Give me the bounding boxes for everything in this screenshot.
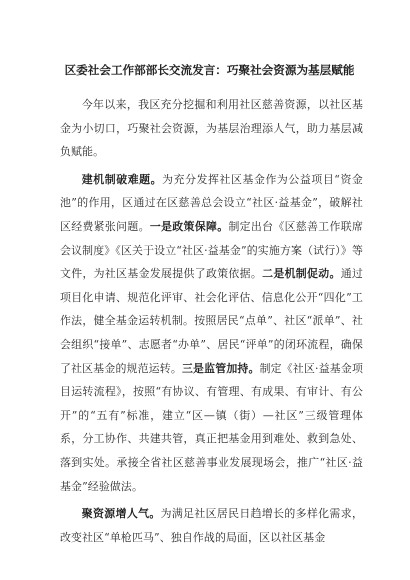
intro-paragraph: 今年以来，我区充分挖掘和利用社区慈善资源，以社区基金为小切口，巧聚社会资源，为基层治理添人气，助力基层减负赋能。	[60, 98, 363, 159]
point-mechanism-drive: 二是机制促动。	[262, 267, 341, 281]
document-title: 区委社会工作部部长交流发言：巧聚社会资源为基层赋能	[64, 63, 355, 77]
section-mechanism-text-3: 通过项目化申请、规范化评审、社会化评估、信息化公开“四化”工作法，健全基金运转机制。按照居民“点单”、社区“派单”、社会组织“接单”、志愿者“办单”、居民“评单”的闭环流程，确保了社区基金的规范运转。	[60, 267, 363, 375]
section-heading-mechanism: 建机制破难题。	[81, 172, 163, 186]
section-mechanism-text-2: 制定出台《区慈善工作联席会议制度》《区关于设立“社区·益基金”的实施方案（试行）》等文件，为社区基金发展提供了政策依据。	[60, 219, 363, 281]
section-mechanism-text-1: 为充分发挥社区基金作为公益项目“资金池”的作用，区通过在区慈善总会设立“社区·益基金”，破解社区经费紧张问题。	[60, 172, 363, 233]
section-resources-text-1: 为满足社区居民日趋增长的多样化需求，改变社区“单枪匹马”、独自作战的局面，区以社区基金	[60, 507, 363, 544]
point-supervision: 三是监管加持。	[181, 361, 260, 375]
section-mechanism-text-4: 制定《社区·益基金项目运转流程》，按照“有协议、有管理、有成果、有审计、有公开”的“五有”标准，建立“区—镇（街）—社区”三级管理体系，分工协作、共建共管，真正把基金用到难处、救到急处、落到实处。承接全省社区慈善事业发展现场会，推广“社区·益基金”经验做法。	[60, 361, 363, 493]
section-resources-paragraph	[60, 502, 363, 549]
section-mechanism-paragraph	[60, 168, 363, 498]
section-heading-resources: 聚资源增人气。	[81, 507, 161, 521]
point-policy-guarantee: 一是政策保障。	[149, 219, 229, 233]
